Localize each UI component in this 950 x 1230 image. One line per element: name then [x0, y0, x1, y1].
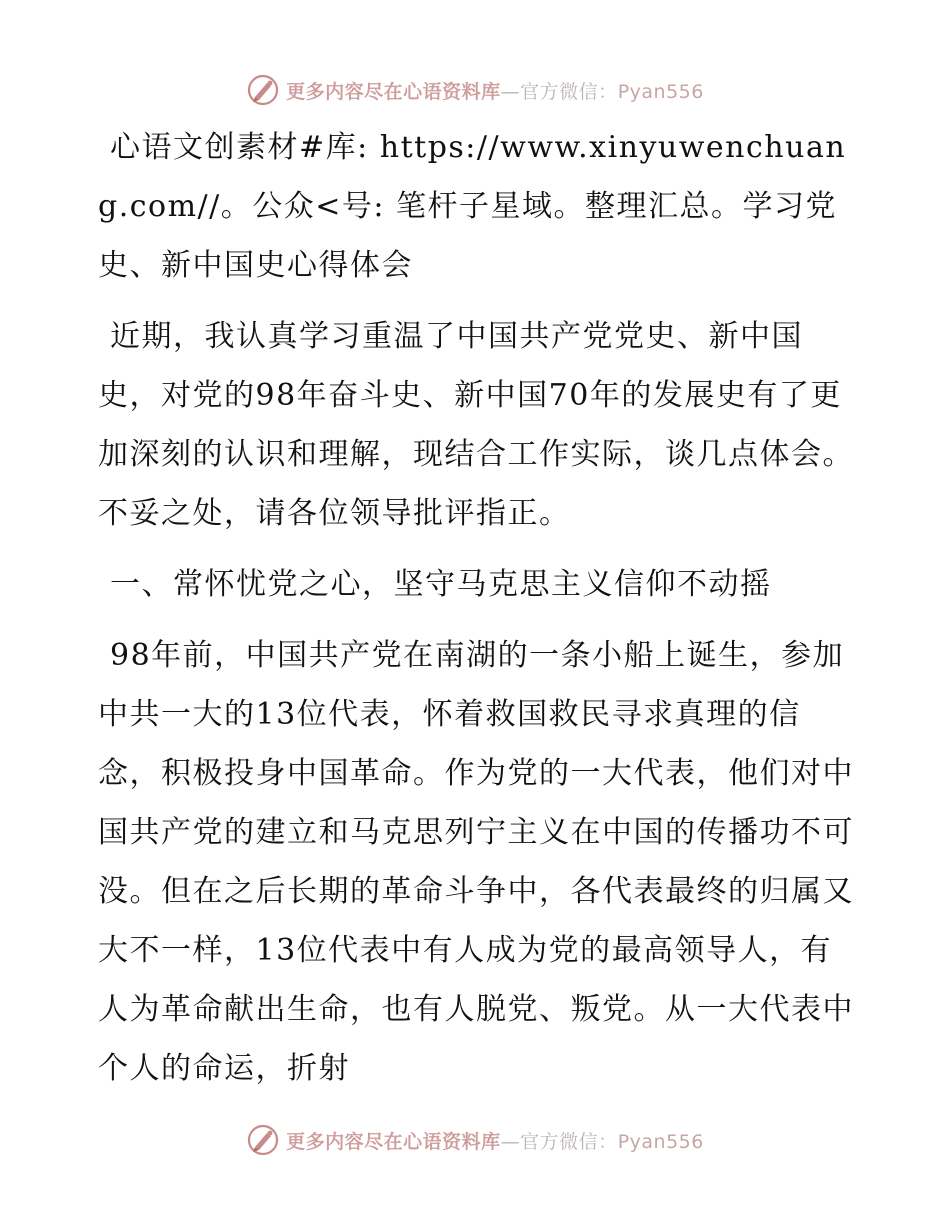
intro-text: 心语文创素材#库: https://www.xinyuwenchuang.com//。公众<号: 笔杆子星域。整理汇总。学习党史、新中国史心得体会: [98, 130, 847, 283]
banner-text: [286, 1127, 704, 1154]
banner-wechat-id: Pyan556: [617, 1130, 704, 1153]
footer-banner: [0, 1120, 950, 1160]
banner-separator: —: [500, 1130, 521, 1153]
pen-circle-logo-icon: [246, 73, 280, 107]
body-paragraph: [98, 307, 858, 543]
banner-wechat-label: 官方微信：: [520, 1130, 618, 1153]
body-text: 近期，我认真学习重温了中国共产党党史、新中国史，对党的98年奋斗史、新中国70年的发展史有了更加深刻的认识和理解，现结合工作实际，谈几点体会。不妥之处，请各位领导批评指正。: [98, 319, 854, 531]
body-paragraph: [98, 626, 858, 1098]
banner-brand: 更多内容尽在心语资料库: [286, 80, 501, 103]
banner-wechat-id: Pyan556: [617, 80, 704, 103]
pen-circle-logo-icon: [246, 1123, 280, 1157]
banner-wechat-label: 官方微信：: [520, 80, 618, 103]
intro-paragraph: [98, 118, 858, 295]
banner-separator: —: [500, 80, 521, 103]
body-text: 98年前，中国共产党在南湖的一条小船上诞生，参加中共一大的13位代表，怀着救国救民寻求真理的信念，积极投身中国革命。作为党的一大代表，他们对中国共产党的建立和马克思列宁主义在中国的传播功不可没。但在之后长期的革命斗争中，各代表最终的归属又大不一样，13位代表中有人成为党的最高领导人，有人为革命献出生命，也有人脱党、叛党。从一大代表中个人的命运，折射: [98, 638, 854, 1086]
header-banner: [0, 70, 950, 110]
section-heading-text: 一、常怀忧党之心，坚守马克思主义信仰不动摇: [110, 567, 772, 602]
document-body: [98, 118, 858, 1098]
banner-brand: 更多内容尽在心语资料库: [286, 1130, 501, 1153]
section-heading: [98, 555, 858, 614]
banner-text: [286, 77, 704, 104]
